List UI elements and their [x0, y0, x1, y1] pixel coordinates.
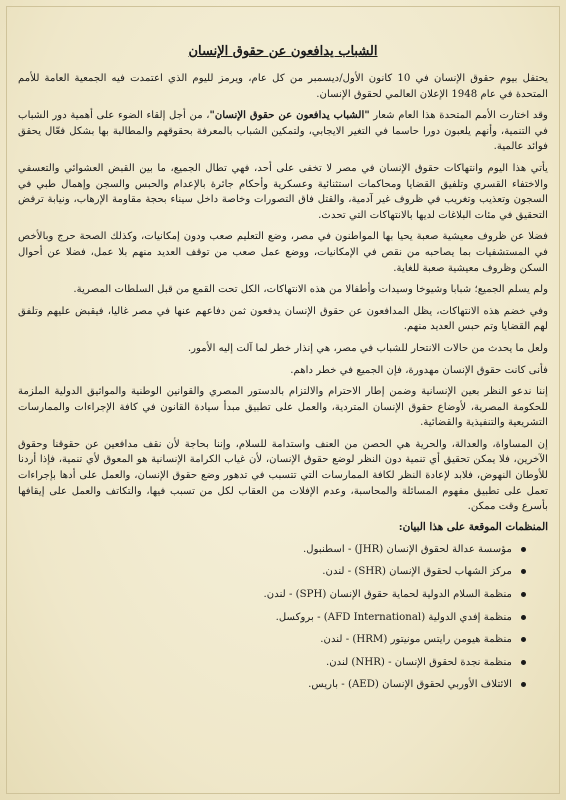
list-item — [18, 656, 526, 670]
paragraph-2: وقد اختارت الأمم المتحدة هذا العام شعار "الشباب يدافعون عن حقوق الإنسان"، من أجل إلقاء الضوء على أهمية دور الشباب في التنمية، وأنهم يلعبون دورا حاسما في التغير الايجابي، ولتمكين الشباب بالمعرفة بحقوقهم والمطالبة بها بشكل فعّال يحقق فوائد عالمية. — [18, 109, 548, 153]
org-name: مؤسسة عدالة لحقوق الإنسان (JHR) - اسطنبول. — [302, 543, 512, 555]
list-item — [18, 543, 526, 557]
org-name: منظمة السلام الدولية لحماية حقوق الإنسان (SPH) - لندن. — [263, 589, 512, 601]
bullet-icon — [521, 660, 526, 665]
paragraph-4: فضلا عن ظروف معيشية صعبة يحيا بها المواطنون في مصر، وضع التعليم صعب ودون إمكانيات، وكذلك الصحة حرج وبالأخص في المستشفيات بما يصاحبه من نقص في الإمكانيات، ووضع عمل صعب من توقف العديد منهم بلا عمل، فضلا عن أحوال السكن وظروف معيشية صعبة للغاية. — [18, 231, 548, 274]
org-name: مركز الشهاب لحقوق الإنسان (SHR) - لندن. — [322, 566, 512, 578]
list-item — [18, 565, 526, 579]
signatories-list — [18, 543, 548, 693]
org-name: منظمة هيومن رايتس مونيتور (HRM) - لندن. — [320, 634, 512, 646]
org-name: منظمة إفدي الدولية (AFD International) - بروكسل. — [275, 611, 512, 623]
slogan-text: "الشباب يدافعون عن حقوق الإنسان" — [209, 109, 370, 122]
bullet-icon — [521, 615, 526, 620]
paragraph-6: وفي خضم هذه الانتهاكات، يظل المدافعون عن حقوق الإنسان يدفعون ثمن دفاعهم عنها في مصر غاليا، فيقبض عليهم وتلفق لهم القضايا وتم حبس العديد منهم. — [18, 305, 548, 333]
list-item — [18, 588, 526, 602]
bullet-icon — [521, 592, 526, 597]
signatories-heading: المنظمات الموقعة على هذا البيان: — [398, 520, 548, 533]
bullet-icon — [521, 569, 526, 574]
org-name: الائتلاف الأوربي لحقوق الإنسان (AED) - باريس. — [308, 679, 512, 691]
paragraph-9: إننا ندعو النظر بعين الإنسانية وضمن إطار الاحترام والالتزام بالدستور المصري والقوانين الوطنية والمواثيق الدولية الملزمة للحكومة المصرية، لأوضاع حقوق الإنسان المتردية، والعمل على تطبيق مبدأ سيادة القانون في كافة الإجراءات والممارسات التشريعية والتنفيذية والقضائية. — [18, 386, 548, 429]
paragraph-5: ولم يسلم الجميع؛ شبابا وشيوخا وسيدات وأطفالا من هذه الانتهاكات، الكل تحت القمع من قبل السلطات المصرية. — [73, 284, 548, 296]
paragraph-1: يحتفل بيوم حقوق الإنسان في 10 كانون الأول/ديسمبر من كل عام، ويرمز لليوم الذي اعتمدت فيه الجمعية العامة للأمم المتحدة في عام 1948 الإعلان العالمي لحقوق الإنسان. — [18, 73, 548, 100]
list-item — [18, 633, 526, 647]
bullet-icon — [521, 547, 526, 552]
bullet-icon — [521, 682, 526, 687]
bullet-icon — [521, 637, 526, 642]
list-item — [18, 611, 526, 625]
paragraph-3: يأتي هذا اليوم وانتهاكات حقوق الإنسان في مصر لا تخفى على أحد، فهي تطال الجميع، ما بين القبض العشوائي والتعسفي والاختفاء القسري وتلفيق القضايا ومحاكمات استثنائية وعسكرية وأحكام جائرة بالإعدام والحبس والسجن وإهمال طبي في السجون وتعذيب وتغريب في ظروف غير آدمية، والقتل فاق التصورات وخاصة داخل سيناء بحجة مقاومة الإرهاب، ونيابة ترفض التحقيق في مئات البلاغات لديها بالانتهاكات التي تحدث. — [18, 162, 548, 221]
org-name: منظمة نجدة لحقوق الإنسان - (NHR) لندن. — [325, 656, 512, 668]
paragraph-7: ولعل ما يحدث من حالات الانتحار للشباب في مصر، هي إنذار خطر لما آلت إليه الأمور. — [187, 342, 548, 354]
list-item — [18, 678, 526, 692]
paragraph-10: إن المساواة، والعدالة، والحرية هي الحصن من العنف واستدامة للسلام، وإننا بحاجة لأن نقف مدافعين عن حقوقنا وحقوق الآخرين، فلا يمكن تحقيق أي تنمية دون النظر لوضع حقوق الإنسان، لأن غياب الكرامة الإنسانية هو المعوق لأي تنمية، فإذا أردنا للأوطان النهوض، فلابد لإعادة النظر لكافة الممارسات التي تتسبب في تدهور وضع حقوق الإنسان، والعمل على أدها بإجراءات تعمل على تطبيق مفهوم المسائلة والمحاسبة، وعدم الإفلات من العقاب لكل من تسبب فيها، والتكاتف والعمل على إيقافها بأسرع وقت ممكن. — [18, 438, 548, 513]
paragraph-8: فأنى كانت حقوق الإنسان مهدورة، فإن الجميع في خطر داهم. — [290, 364, 548, 376]
document-title: الشباب يدافعون عن حقوق الإنسان — [188, 44, 378, 59]
